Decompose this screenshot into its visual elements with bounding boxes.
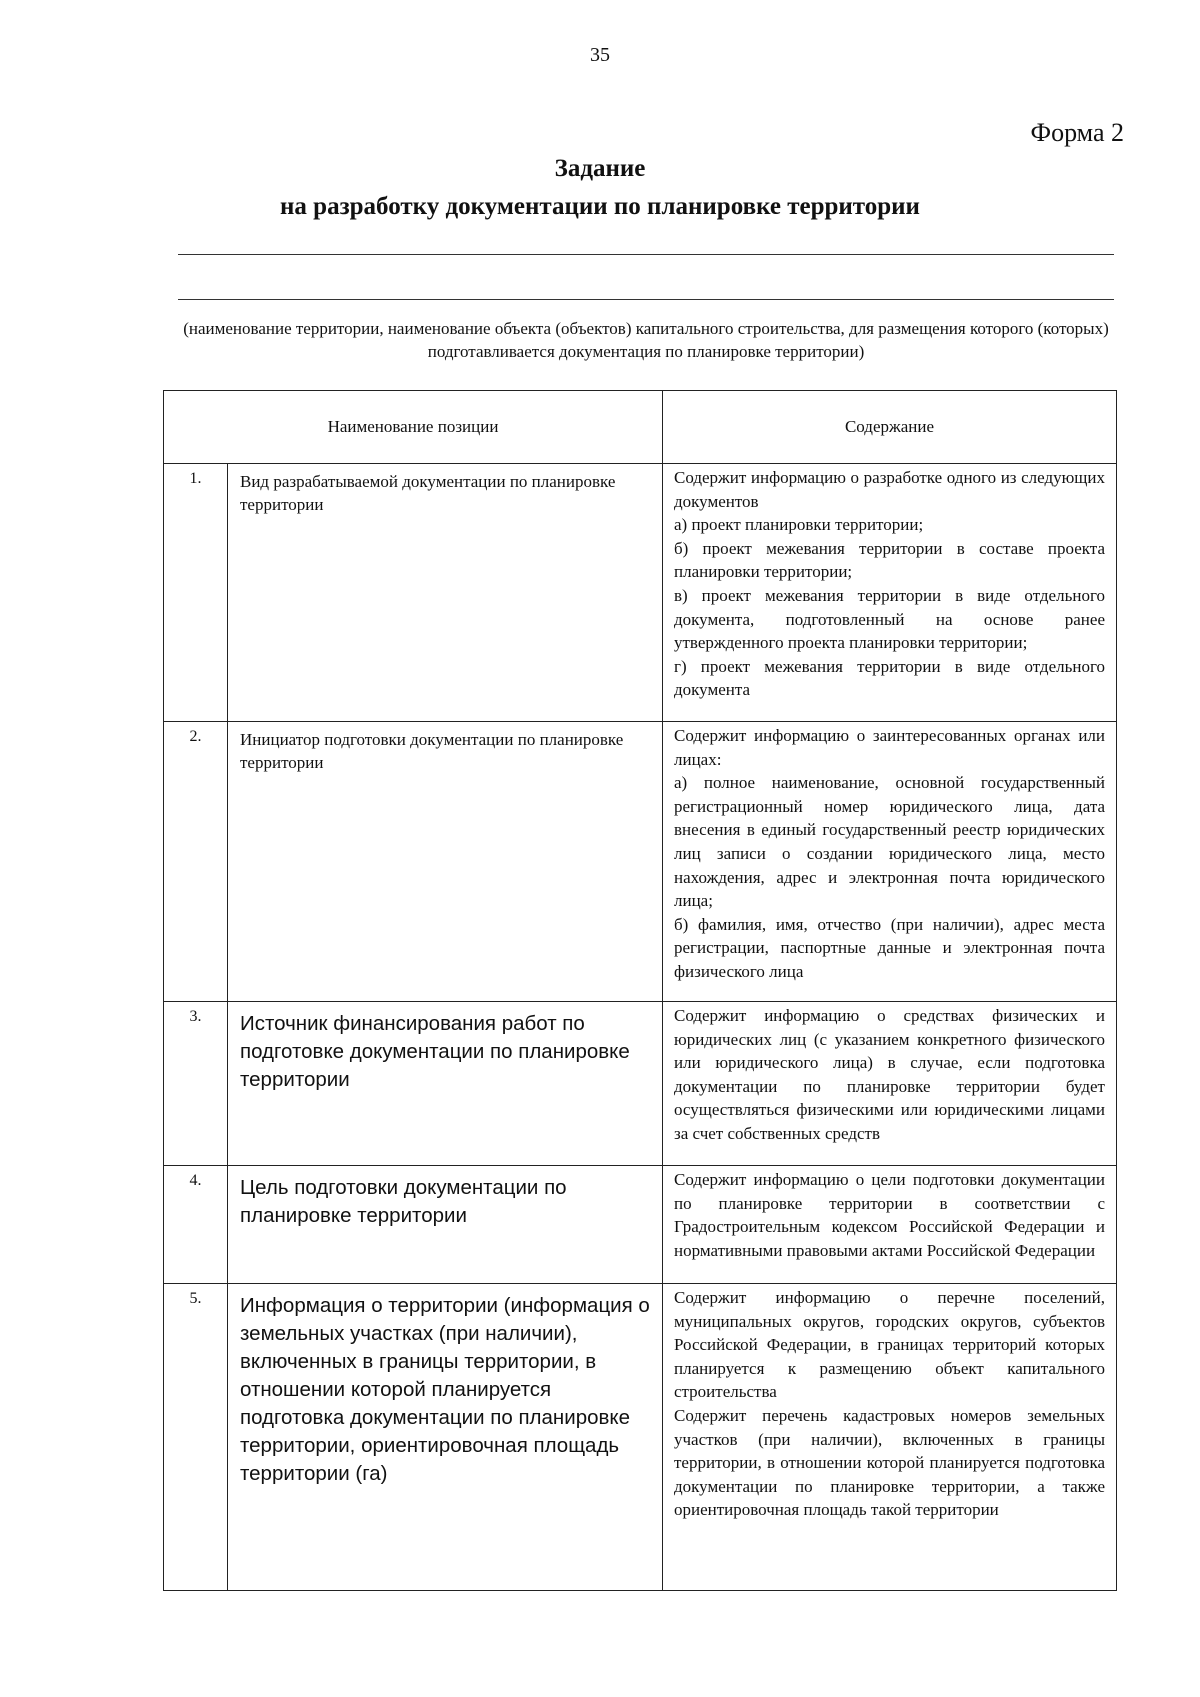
row-number: 1. — [164, 464, 228, 722]
page-number: 35 — [590, 44, 610, 66]
row-content — [663, 722, 1117, 1002]
content-paragraph: Содержит информацию о средствах физических и юридических лиц (с указанием конкретного физического или юридического лица) в случае, если подготовка документации по планировке территории будет осуществляться физическими или юридическими лицами за счет собственных средств — [674, 1006, 1105, 1143]
row-name: Источник финансирования работ по подготовке документации по планировке территории — [228, 1002, 663, 1166]
content-paragraph: Содержит информацию о разработке одного из следующих документов — [674, 468, 1105, 511]
document-title — [0, 150, 1200, 226]
content-paragraph: б) проект межевания территории в составе проекта планировки территории; — [674, 538, 1105, 582]
row-content — [663, 464, 1117, 722]
row-number: 2. — [164, 722, 228, 1002]
table-row — [164, 722, 1117, 1002]
content-paragraph: Содержит перечень кадастровых номеров земельных участков (при наличии), включенных в границы территории, в отношении которой планируется подготовка документации по планировке территории, а также ориентировочная площадь такой территории — [674, 1405, 1105, 1520]
title-line-1: Задание — [554, 155, 646, 182]
table-row — [164, 464, 1117, 722]
table-row — [164, 1166, 1117, 1284]
row-number: 3. — [164, 1002, 228, 1166]
row-name: Информация о территории (информация о земельных участках (при наличии), включенных в границы территории, в отношении которой планируется подготовка документации по планировке территории, ориентировочная площадь территории (га) — [228, 1284, 663, 1591]
row-number: 5. — [164, 1284, 228, 1591]
row-content — [663, 1166, 1117, 1284]
header-position-name: Наименование позиции — [164, 391, 663, 464]
blank-fill-line-1 — [178, 254, 1114, 255]
task-table — [163, 390, 1117, 1591]
content-paragraph: б) фамилия, имя, отчество (при наличии), адрес места регистрации, паспортные данные и электронная почта физического лица — [674, 914, 1105, 981]
content-paragraph: а) проект планировки территории; — [674, 515, 924, 535]
content-paragraph: Содержит информацию о заинтересованных органах или лицах: — [674, 726, 1105, 769]
row-number: 4. — [164, 1166, 228, 1284]
blank-fill-line-2 — [178, 299, 1114, 300]
row-name: Инициатор подготовки документации по планировке территории — [228, 722, 663, 1002]
header-content: Содержание — [663, 391, 1117, 464]
title-line-2: на разработку документации по планировке территории — [280, 193, 920, 220]
row-content — [663, 1284, 1117, 1591]
form-label: Форма 2 — [1030, 118, 1124, 147]
table-row — [164, 1284, 1117, 1591]
table-row — [164, 1002, 1117, 1166]
content-paragraph: Содержит информацию о цели подготовки документации по планировке территории в соответствии с Градостроительным кодексом Российской Федерации и нормативными правовыми актами Российской Федерации — [674, 1170, 1105, 1260]
row-content — [663, 1002, 1117, 1166]
territory-caption: (наименование территории, наименование объекта (объектов) капитального строительства, для размещения которого (которых) подготавливается документация по планировке территории) — [183, 319, 1109, 361]
row-name: Вид разрабатываемой документации по планировке территории — [228, 464, 663, 722]
row-name: Цель подготовки документации по планировке территории — [228, 1166, 663, 1284]
content-paragraph: г) проект межевания территории в виде отдельного документа — [674, 656, 1105, 700]
content-paragraph: Содержит информацию о перечне поселений, муниципальных округов, городских округов, субъектов Российской Федерации, в границах территорий которых планируется к размещению объект капитального строительства — [674, 1288, 1105, 1402]
content-paragraph: в) проект межевания территории в виде отдельного документа, подготовленный на основе ранее утвержденного проекта планировки территории; — [674, 585, 1105, 653]
content-paragraph: а) полное наименование, основной государственный регистрационный номер юридического лица, дата внесения в единый государственный реестр юридических лиц записи о создании юридического лица, место нахождения, адрес и электронная почта юридического лица; — [674, 773, 1105, 911]
table-header-row — [164, 391, 1117, 464]
